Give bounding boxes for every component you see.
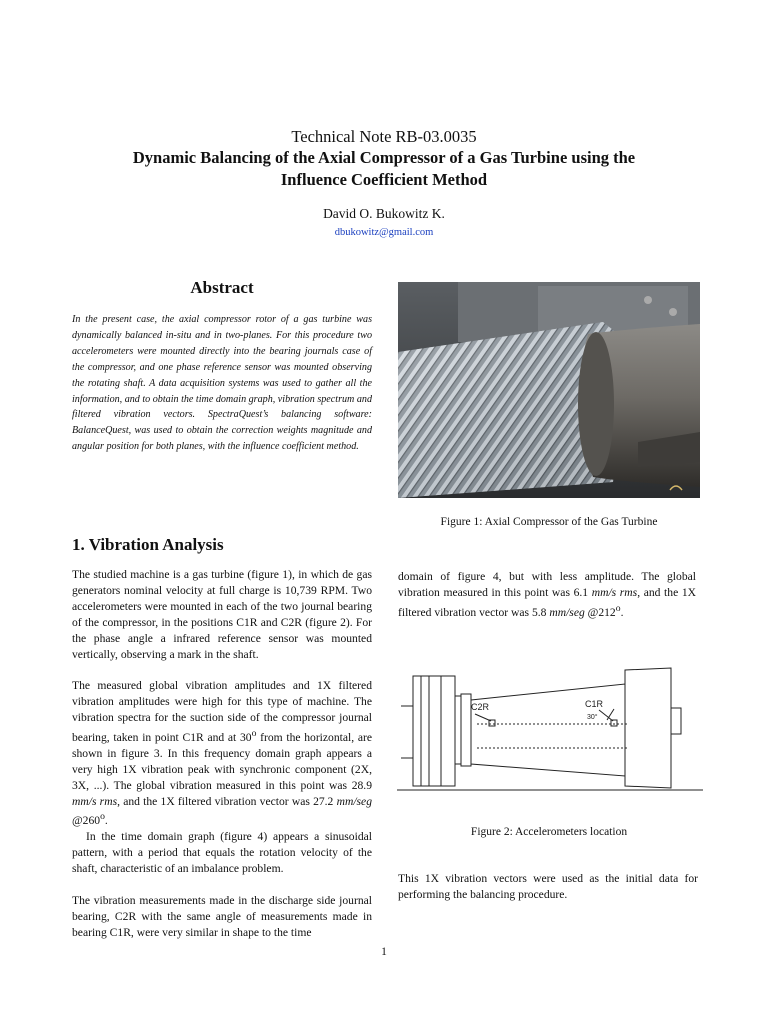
compressor-photo — [398, 282, 700, 498]
text-run: 30 — [239, 730, 252, 744]
compressor-body — [471, 684, 625, 776]
rear-housing — [625, 668, 671, 788]
figure-1-caption: Figure 1: Axial Compressor of the Gas Turbine — [440, 516, 658, 528]
paragraph-1: The studied machine is a gas turbine (figure 1), in which de gas generators nominal velocity at full charge is 10,739 RPM. Two accelerometers were mounted in each of the two journal bearing of the compressor, in the positions C1R and C2R (figure 2). For the phase angle a infrared reference sensor was mounted vertically, observing a mark in the shaft. — [72, 568, 372, 661]
text-run: , and the 1X filtered vibration vector was — [117, 794, 314, 808]
flange — [461, 694, 471, 766]
left-column-text — [72, 567, 372, 941]
sensor-c1r-marker — [611, 720, 617, 726]
text-run: . — [104, 814, 108, 828]
text-run: , and the 1X filtered vibration vector was — [398, 585, 697, 619]
disc-1 — [413, 676, 421, 786]
paragraph-continuation — [398, 569, 696, 621]
label-c1r: C1R — [585, 699, 604, 709]
disc-3 — [429, 676, 441, 786]
superscript: o — [100, 811, 105, 823]
text-run: 5.8 — [531, 605, 547, 619]
right-column-continuation — [398, 569, 696, 621]
text-run: 28.9 — [351, 778, 372, 792]
shaft-end — [671, 708, 681, 734]
text-run: from the horizontal, are shown in figure 3. In this frequency domain graph appears a very high 1X vibration peak with synchronic component (2X, 3X, ...). The global vibration measured in this point was — [72, 730, 372, 792]
paper-title-line-2: Influence Coefficient Method — [280, 170, 488, 189]
paragraph-2 — [72, 678, 372, 829]
text-run: domain of figure 4, but with less amplitude. The global vibration measured in this point was — [398, 570, 696, 599]
author-email-link[interactable]: dbukowitz@gmail.com — [334, 227, 434, 238]
unit-math: mm/s rms — [591, 585, 638, 599]
text-run: 27.2 — [313, 794, 334, 808]
paper-title-line-1: Dynamic Balancing of the Axial Compressor of a Gas Turbine using the — [132, 148, 636, 167]
paragraph-4: The vibration measurements made in the discharge side journal bearing, C2R with the same angle of measurements made in bearing C1R, were very similar in shape to the time — [72, 893, 372, 939]
superscript: o — [251, 728, 257, 740]
unit-math: mm/seg — [549, 605, 585, 619]
paragraph-5: This 1X vibration vectors were used as the initial data for performing the balancing procedure. — [398, 872, 698, 901]
figure-2-caption: Figure 2: Accelerometers location — [470, 826, 628, 838]
abstract-text: In the present case, the axial compressor rotor of a gas turbine was dynamically balanced in-situ and in two-planes. For this procedure two accelerometers were mounted directly into the bearing journals case of the compressor, and one phase reference sensor was mounted observing the rotating shaft. A data acquisition systems was used to gather all the information, and to obtain the time domain graph, vibration spectrum and filtered vibration vectors. SpectraQuest’s balancing software: BalanceQuest, was used to obtain the correction weights magnitude and angular position for both planes, with the influence coefficient method. — [72, 314, 372, 453]
text-run: @212 — [584, 605, 616, 619]
paragraph-3: In the time domain graph (figure 4) appears a sinusoidal pattern, with a period that equals the rotation velocity of the shaft, characteristic of an imbalance problem. — [72, 830, 372, 876]
abstract-heading: Abstract — [190, 278, 254, 297]
superscript: o — [615, 602, 621, 614]
text-run: . — [620, 605, 624, 619]
label-angle: 30° — [587, 714, 598, 721]
title-block — [0, 126, 768, 238]
author-name: David O. Bukowitz K. — [323, 206, 445, 221]
accelerometer-diagram — [397, 664, 703, 796]
disc-4 — [441, 676, 455, 786]
text-run: 6.1 — [573, 585, 589, 599]
label-c2r: C2R — [471, 702, 490, 712]
unit-math: mm/seg — [336, 794, 372, 808]
page-number: 1 — [381, 946, 387, 958]
section-heading: 1. Vibration Analysis — [72, 535, 224, 554]
text-run: @260 — [72, 814, 101, 828]
unit-math: mm/s rms — [72, 794, 118, 808]
disc-2 — [421, 676, 429, 786]
right-column-text — [398, 871, 698, 903]
technical-note-id: Technical Note RB-03.0035 — [291, 127, 477, 146]
text-run: The measured global vibration amplitudes and 1X filtered vibration amplitudes were high for this type of machine. The vibration spectra for the suction side of the compressor journal bearing, taken in point C1R and at — [72, 679, 372, 744]
